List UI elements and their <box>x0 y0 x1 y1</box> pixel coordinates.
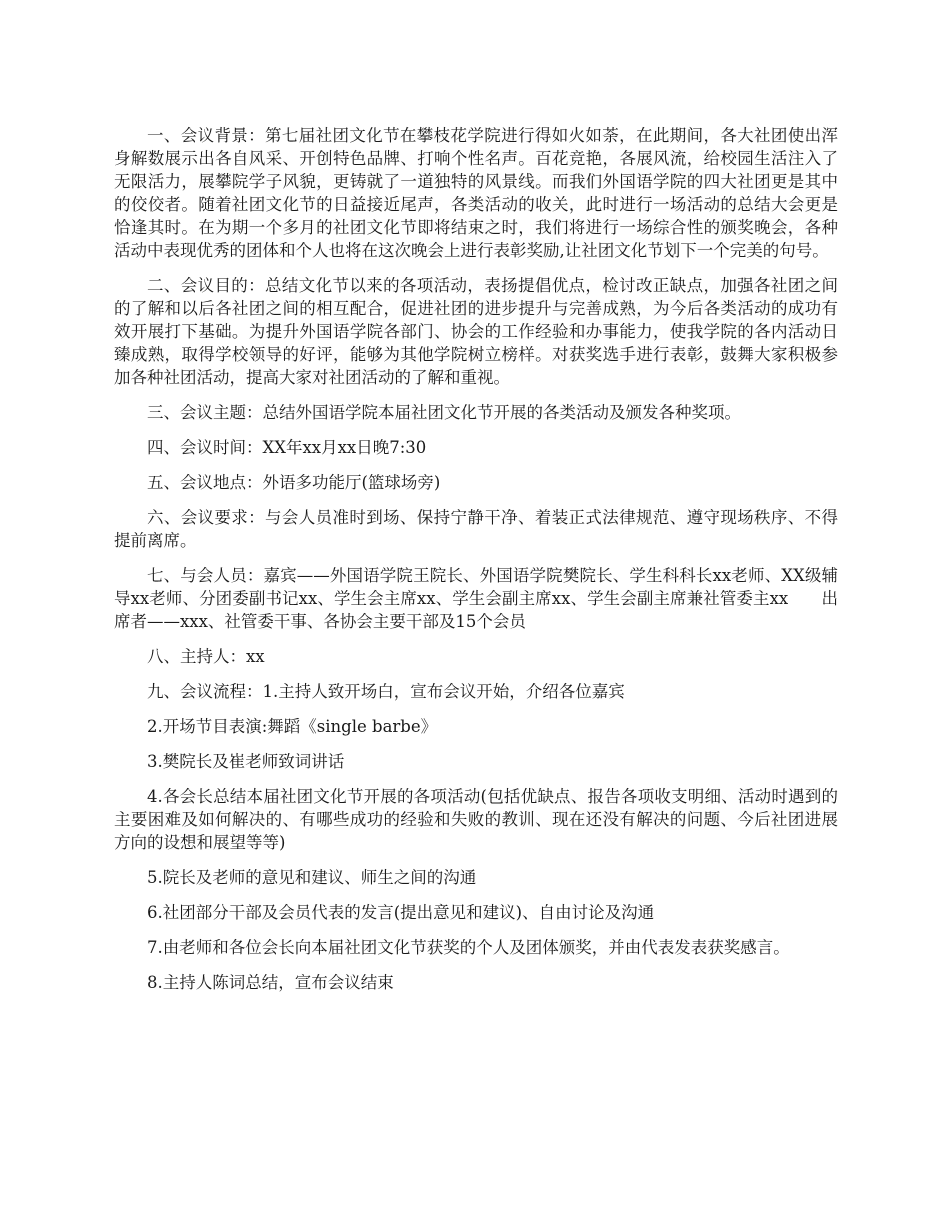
paragraph-host: 八、主持人：xx <box>147 647 265 666</box>
paragraph-agenda-8: 8.主持人陈词总结，宣布会议结束 <box>147 973 394 992</box>
paragraph-agenda-7: 7.由老师和各位会长向本届社团文化节获奖的个人及团体颁奖，并由代表发表获奖感言。 <box>147 938 790 957</box>
paragraph-agenda-4: 4.各会长总结本届社团文化节开展的各项活动(包括优缺点、报告各项收支明细、活动时遇到的主要困难及如何解决的、有哪些成功的经验和失败的教训、现在还没有解决的问题、今后社团进展方向的设想和展望等等) <box>114 787 838 852</box>
paragraph-attendees: 七、与会人员：嘉宾——外国语学院王院长、外国语学院樊院长、学生科科长xx老师、XX级辅导xx老师、分团委副书记xx、学生会主席xx、学生会副主席xx、学生会副主席兼社管委主xx 出席者——xxx、社管委干事、各协会主要干部及15个会员 <box>114 566 838 631</box>
paragraph-purpose: 二、会议目的：总结文化节以来的各项活动，表扬提倡优点，检讨改正缺点，加强各社团之间的了解和以后各社团之间的相互配合，促进社团的进步提升与完善成熟，为今后各类活动的成功有效开展打下基础。为提升外国语学院各部门、协会的工作经验和办事能力，使我学院的各内活动日臻成熟，取得学校领导的好评，能够为其他学院树立榜样。对获奖选手进行表彰，鼓舞大家积极参加各种社团活动，提高大家对社团活动的了解和重视。 <box>114 276 838 387</box>
paragraph-requirements: 六、会议要求：与会人员准时到场、保持宁静干净、着装正式法律规范、遵守现场秩序、不得提前离席。 <box>114 508 838 550</box>
paragraph-agenda-6: 6.社团部分干部及会员代表的发言(提出意见和建议)、自由讨论及沟通 <box>147 903 655 922</box>
paragraph-theme: 三、会议主题：总结外国语学院本届社团文化节开展的各类活动及颁发各种奖项。 <box>147 403 741 422</box>
paragraph-agenda-1: 九、会议流程：1.主持人致开场白，宣布会议开始，介绍各位嘉宾 <box>147 682 625 701</box>
paragraph-time: 四、会议时间：XX年xx月xx日晚7:30 <box>147 438 427 457</box>
paragraph-agenda-3: 3.樊院长及崔老师致词讲话 <box>147 752 345 771</box>
paragraph-background: 一、会议背景：第七届社团文化节在攀枝花学院进行得如火如荼，在此期间，各大社团使出浑身解数展示出各自风采、开创特色品牌、打响个性名声。百花竞艳，各展风流，给校园生活注入了无限活力，展攀院学子风貌，更铸就了一道独特的风景线。而我们外国语学院的四大社团更是其中的佼佼者。随着社团文化节的日益接近尾声，各类活动的收关，此时进行一场活动的总结大会更是恰逢其时。在为期一个多月的社团文化节即将结束之时，我们将进行一场综合性的颁奖晚会，各种活动中表现优秀的团体和个人也将在这次晚会上进行表彰奖励,让社团文化节划下一个完美的句号。 <box>114 126 838 260</box>
paragraph-agenda-5: 5.院长及老师的意见和建议、师生之间的沟通 <box>147 868 477 887</box>
paragraph-agenda-2: 2.开场节目表演:舞蹈《single barbe》 <box>147 717 438 736</box>
paragraph-location: 五、会议地点：外语多功能厅(篮球场旁) <box>147 473 441 492</box>
